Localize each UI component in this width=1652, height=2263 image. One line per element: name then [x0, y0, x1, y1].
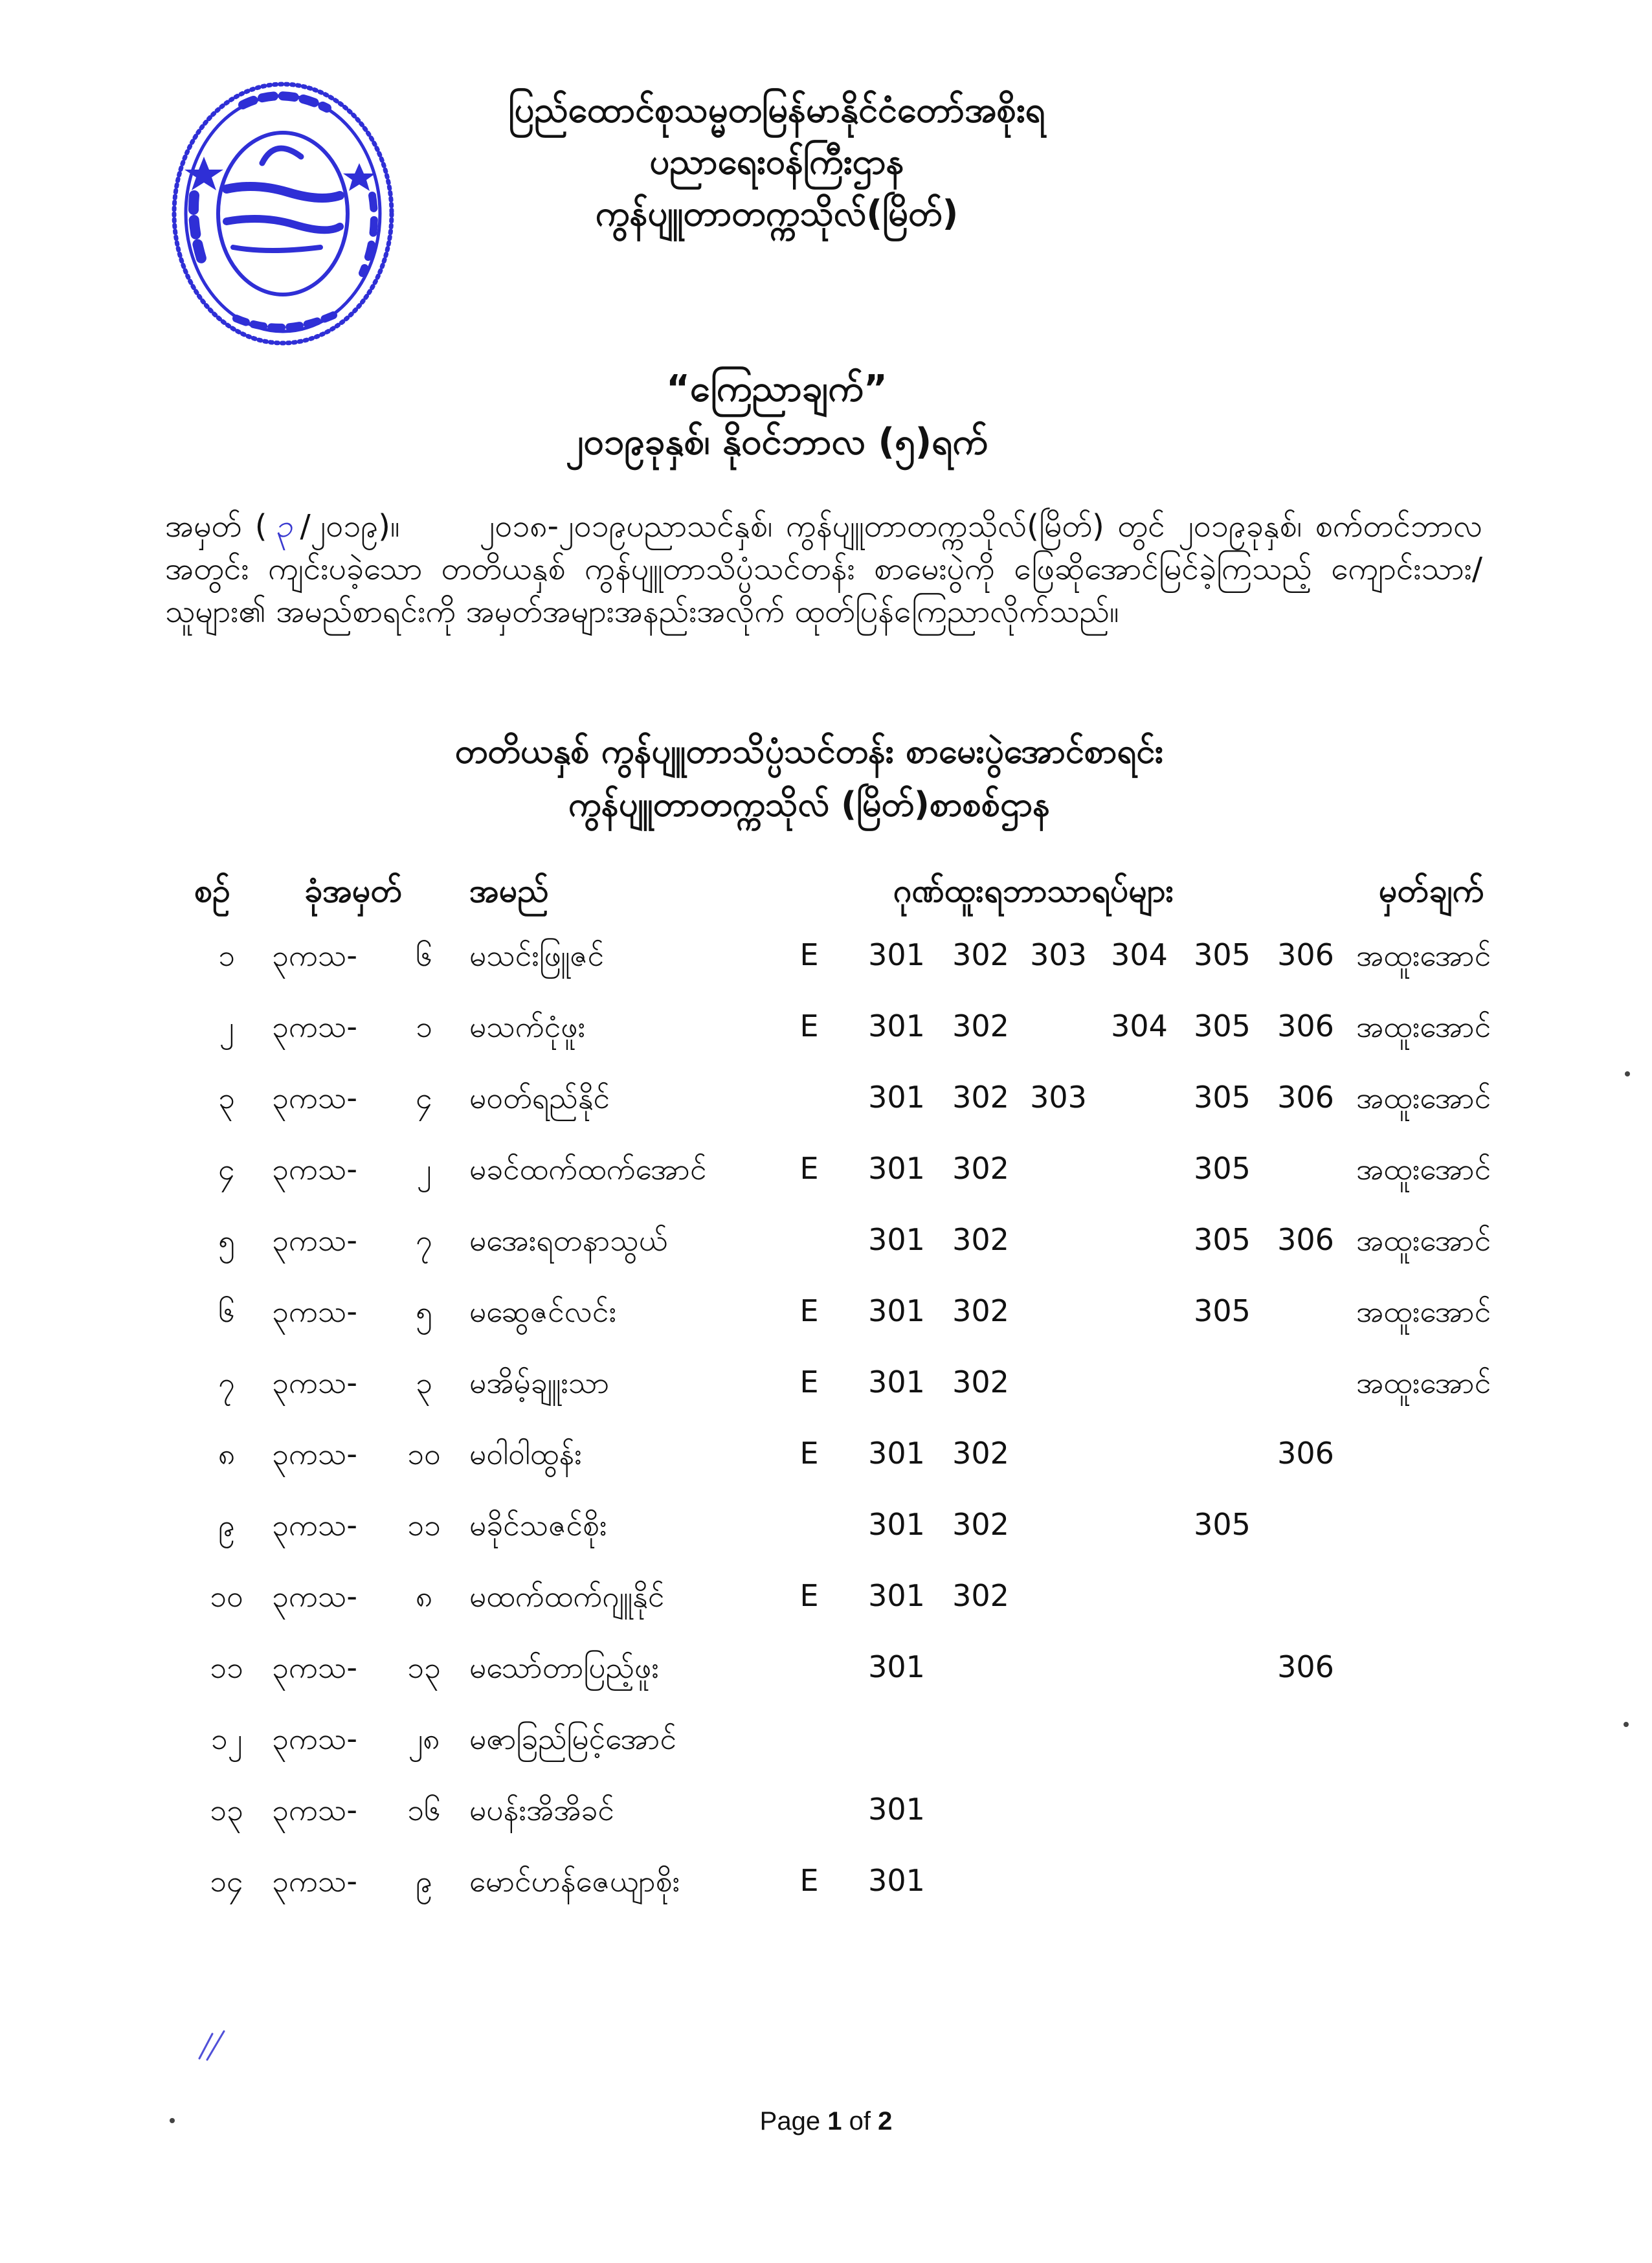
- page-footer: [0, 2107, 1652, 2136]
- scan-speck: [1624, 1722, 1629, 1727]
- roll-prefix: ၃ကသ-: [272, 1294, 357, 1329]
- subject-301: 301: [868, 1365, 925, 1399]
- subject-302: 302: [952, 1365, 1009, 1399]
- subject-306: 306: [1277, 937, 1334, 972]
- roll-prefix: ၃ကသ-: [272, 1365, 357, 1400]
- remark: အထူးအောင်: [1356, 1009, 1491, 1044]
- roll-number: ၁: [416, 1009, 432, 1044]
- table-row: [0, 1282, 1652, 1346]
- announcement-title: “ကြေညာချက်”: [666, 368, 887, 410]
- student-name: မအေးရတနာသွယ်: [469, 1223, 668, 1258]
- subject-306: 306: [1277, 1009, 1334, 1043]
- subject-302: 302: [952, 1436, 1009, 1471]
- roll-prefix: ၃ကသ-: [272, 1152, 357, 1187]
- of-word: of: [849, 2107, 871, 2135]
- roll-number: ၆: [416, 938, 432, 973]
- subject-302: 302: [952, 1578, 1009, 1613]
- subject-302: 302: [952, 1222, 1009, 1257]
- subject-306: 306: [1277, 1649, 1334, 1684]
- announcement-heading: [453, 362, 1100, 469]
- organization-header: [453, 84, 1100, 240]
- roll-number: ၁၃: [407, 1650, 441, 1685]
- roll-number: ၂၈: [408, 1721, 440, 1756]
- table-row: [0, 1638, 1652, 1702]
- remark: အထူးအောင်: [1356, 1152, 1491, 1187]
- table-row: [0, 1566, 1652, 1631]
- table-row: [0, 926, 1652, 990]
- header-line-university: ကွန်ပျူတာတက္ကသိုလ်(မြိတ်): [595, 193, 959, 234]
- roll-prefix: ၃ကသ-: [272, 1223, 357, 1258]
- serial-number: ၉: [218, 1508, 235, 1543]
- subject-305: 305: [1194, 1080, 1251, 1115]
- roll-prefix: ၃ကသ-: [272, 1792, 357, 1827]
- roll-number: ၁၀: [407, 1436, 441, 1471]
- page-word: Page: [759, 2107, 821, 2135]
- subject-301: 301: [868, 1436, 925, 1471]
- table-row: [0, 1068, 1652, 1133]
- serial-number: ၄: [218, 1152, 235, 1187]
- subject-301: 301: [868, 1649, 925, 1684]
- subject-301: 301: [868, 1507, 925, 1542]
- serial-number: ၃: [218, 1080, 235, 1115]
- remark: အထူးအောင်: [1356, 1365, 1491, 1400]
- student-name: မသက်ငုံဖူး: [469, 1009, 586, 1044]
- serial-number: ၁၀: [210, 1579, 243, 1614]
- handwritten-tick-mark: [194, 2026, 233, 2065]
- subject-306: 306: [1277, 1222, 1334, 1257]
- serial-number: ၅: [218, 1223, 235, 1258]
- remark: အထူးအောင်: [1356, 1223, 1491, 1258]
- subject-304: 304: [1111, 1009, 1168, 1043]
- subject-301: 301: [868, 937, 925, 972]
- subject-305: 305: [1194, 1222, 1251, 1257]
- header-distinction-subjects: ဂုဏ်ထူးရဘာသာရပ်များ: [893, 872, 1174, 909]
- intro-text: ၂၀၁၈-၂၀၁၉ပညာသင်နှစ်၊ ကွန်ပျူတာတက္ကသိုလ်(မြိတ်) တွင် ၂၀၁၉ခုနှစ်၊ စက်တင်ဘာလအတွင်း ကျင်းပခဲ့သော တတိယနှစ် ကွန်ပျူတာသိပ္ပံသင်တန်း စာမေးပွဲကို ဖြေဆိုအောင်မြင်ခဲ့ကြသည့် ကျောင်းသား/သူများ၏ အမည်စာရင်းကို အမှတ်အများအနည်းအလိုက် ထုတ်ပြန်ကြေညာလိုက်သည်။: [165, 508, 1482, 630]
- table-row: [0, 1780, 1652, 1845]
- student-name: မဆွေဇင်လင်း: [469, 1294, 617, 1329]
- serial-number: ၁၃: [210, 1792, 243, 1827]
- serial-number: ၈: [218, 1436, 236, 1471]
- remark: အထူးအောင်: [1356, 1080, 1491, 1115]
- table-row: [0, 1851, 1652, 1916]
- e-mark: E: [799, 1578, 819, 1613]
- serial-number: ၁၂: [210, 1721, 243, 1756]
- remark: အထူးအောင်: [1356, 938, 1491, 973]
- table-row: [0, 997, 1652, 1062]
- student-name: မသင်းဖြူဇင်: [469, 938, 605, 973]
- table-row: [0, 1210, 1652, 1275]
- subject-303: 303: [1030, 937, 1087, 972]
- student-name: မခိုင်သဇင်စိုး: [469, 1508, 607, 1543]
- reference-handwritten-number: ၃: [274, 508, 293, 544]
- subject-305: 305: [1194, 1151, 1251, 1186]
- subject-301: 301: [868, 1578, 925, 1613]
- subject-304: 304: [1111, 937, 1168, 972]
- roll-prefix: ၃ကသ-: [272, 1009, 357, 1044]
- subject-305: 305: [1194, 1507, 1251, 1542]
- subject-301: 301: [868, 1293, 925, 1328]
- roll-prefix: ၃ကသ-: [272, 1579, 357, 1614]
- student-name: မသော်တာပြည့်ဖူး: [469, 1650, 659, 1685]
- e-mark: E: [799, 937, 819, 972]
- student-name: မဇာခြည်မြင့်အောင်: [469, 1721, 676, 1756]
- subject-302: 302: [952, 1009, 1009, 1043]
- subject-301: 301: [868, 1080, 925, 1115]
- table-row: [0, 1709, 1652, 1774]
- roll-number: ၁၁: [407, 1508, 441, 1543]
- student-name: မထက်ထက်ဂျူနိုင်: [469, 1579, 665, 1614]
- subject-302: 302: [952, 1151, 1009, 1186]
- subject-301: 301: [868, 1863, 925, 1898]
- roll-prefix: ၃ကသ-: [272, 1721, 357, 1756]
- table-row: [0, 1424, 1652, 1489]
- student-name: မအိမ့်ချူးသာ: [469, 1365, 610, 1400]
- subject-305: 305: [1194, 1293, 1251, 1328]
- subject-301: 301: [868, 1009, 925, 1043]
- page-total: 2: [878, 2107, 893, 2135]
- remark: အထူးအောင်: [1356, 1294, 1491, 1329]
- student-name: မဝတ်ရည်နိုင်: [469, 1080, 610, 1115]
- announcement-date: ၂၀၁၉ခုနှစ်၊ နိုဝင်ဘာလ (၅)ရက်: [565, 421, 988, 463]
- subject-301: 301: [868, 1792, 925, 1827]
- table-row: [0, 1139, 1652, 1204]
- subject-301: 301: [868, 1151, 925, 1186]
- roll-number: ၅: [416, 1294, 432, 1329]
- serial-number: ၆: [218, 1294, 235, 1329]
- roll-number: ၉: [416, 1864, 432, 1899]
- reference-prefix: အမှတ် (: [165, 508, 267, 544]
- roll-number: ၄: [416, 1080, 432, 1115]
- subject-302: 302: [952, 937, 1009, 972]
- student-name: မပန်းအိအိခင်: [469, 1792, 614, 1827]
- subject-302: 302: [952, 1507, 1009, 1542]
- e-mark: E: [799, 1365, 819, 1399]
- reference-suffix: /၂၀၁၉)။: [300, 508, 400, 544]
- subject-303: 303: [1030, 1080, 1087, 1115]
- header-remarks: မှတ်ချက်: [1379, 872, 1484, 909]
- subject-305: 305: [1194, 1009, 1251, 1043]
- list-title-line-2: ကွန်ပျူတာတက္ကသိုလ် (မြိတ်)စာစစ်ဌာန: [568, 785, 1051, 824]
- scan-speck: [1625, 1071, 1630, 1076]
- intro-paragraph: [165, 505, 1482, 633]
- roll-prefix: ၃ကသ-: [272, 1436, 357, 1471]
- e-mark: E: [799, 1863, 819, 1898]
- serial-number: ၁၁: [210, 1650, 243, 1685]
- subject-306: 306: [1277, 1080, 1334, 1115]
- roll-number: ၁၆: [407, 1792, 441, 1827]
- roll-prefix: ၃ကသ-: [272, 1080, 357, 1115]
- roll-prefix: ၃ကသ-: [272, 1508, 357, 1543]
- header-name: အမည်: [469, 872, 549, 909]
- e-mark: E: [799, 1009, 819, 1043]
- serial-number: ၁: [218, 938, 235, 973]
- header-serial-number: စဉ်: [194, 872, 230, 909]
- e-mark: E: [799, 1436, 819, 1471]
- page-current: 1: [827, 2107, 842, 2135]
- official-seal-stamp: [165, 60, 401, 364]
- roll-number: ၈: [415, 1579, 433, 1614]
- roll-number: ၂: [416, 1152, 432, 1187]
- header-line-government: ပြည်ထောင်စုသမ္မတမြန်မာနိုင်ငံတော်အစိုးရ: [508, 89, 1045, 130]
- serial-number: ၁၄: [210, 1864, 243, 1899]
- header-roll-number: ခုံအမှတ်: [304, 872, 403, 909]
- roll-prefix: ၃ကသ-: [272, 1864, 357, 1899]
- student-name: မခင်ထက်ထက်အောင်: [469, 1152, 707, 1187]
- roll-prefix: ၃ကသ-: [272, 1650, 357, 1685]
- roll-prefix: ၃ကသ-: [272, 938, 357, 973]
- roll-number: ၃: [416, 1365, 432, 1400]
- header-line-ministry: ပညာရေးဝန်ကြီးဌာန: [649, 141, 904, 182]
- table-header: [0, 871, 1652, 916]
- list-title-line-1: တတိယနှစ် ကွန်ပျူတာသိပ္ပံသင်တန်း စာမေးပွဲအောင်စာရင်း: [454, 732, 1164, 771]
- table-row: [0, 1495, 1652, 1560]
- e-mark: E: [799, 1151, 819, 1186]
- subject-302: 302: [952, 1080, 1009, 1115]
- serial-number: ၂: [219, 1009, 234, 1044]
- table-row: [0, 1353, 1652, 1418]
- subject-306: 306: [1277, 1436, 1334, 1471]
- student-name: မောင်ဟန်ဇေယျာစိုး: [469, 1864, 680, 1899]
- roll-number: ၇: [416, 1223, 432, 1258]
- student-name: မဝါဝါထွန်း: [469, 1436, 582, 1471]
- subject-301: 301: [868, 1222, 925, 1257]
- list-title: [324, 725, 1295, 831]
- serial-number: ၇: [218, 1365, 235, 1400]
- e-mark: E: [799, 1293, 819, 1328]
- subject-305: 305: [1194, 937, 1251, 972]
- subject-302: 302: [952, 1293, 1009, 1328]
